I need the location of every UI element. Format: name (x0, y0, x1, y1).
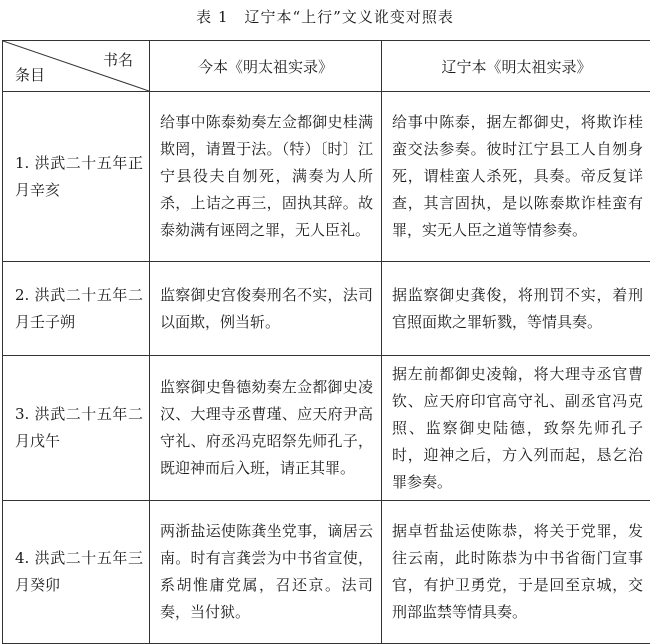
today-text-cell: 监察御史宫俊奏刑名不实，法司以面欺，例当斩。 (150, 262, 382, 356)
liaoning-text-cell: 给事中陈泰，据左都御史，将欺诈桂蛮交法参奏。彼时江宁县工人自刎身死，谓桂蛮人杀死，具奏。帝反复详查，其言固执，是以陈泰欺诈桂蛮有罪，实无人臣之道等情参奏。 (382, 92, 650, 262)
liaoning-text-cell: 据卓哲盐运使陈恭，将关于党罪，发往云南，此时陈恭为中书省衙门宣事官，有护卫勇党，于是回至京城，交刑部监禁等情具奏。 (382, 501, 650, 644)
liaoning-text-cell: 据左前都御史凌翰，将大理寺丞官曹钦、应天府印官高守礼、副丞官冯克照、监察御史陆德，致祭先师孔子时，迎神之后，方入列而起，恳乞治罪参奏。 (382, 356, 650, 501)
table-row (3, 262, 650, 356)
row-label: 1. 洪武二十五年正月辛亥 (3, 92, 150, 262)
diagonal-header-cell (3, 41, 150, 92)
liaoning-text-cell: 据监察御史龚俊，将刑罚不实，着刑官照面欺之罪斩戮，等情具奏。 (382, 262, 650, 356)
table-header-row (3, 41, 650, 92)
table-row (3, 92, 650, 262)
column-header-today: 今本《明太祖实录》 (150, 41, 382, 92)
table-caption: 表 1 辽宁本“上行”文义讹变对照表 (0, 6, 650, 27)
column-header-liaoning: 辽宁本《明太祖实录》 (382, 41, 650, 92)
table-row (3, 501, 650, 644)
row-label: 2. 洪武二十五年二月壬子朔 (3, 262, 150, 356)
comparison-table (2, 40, 650, 644)
today-text-cell: 给事中陈泰劾奏左佥都御史桂满欺罔，请置于法。（特）〔时〕江宁县役夫自刎死，满奏为人所杀，上诘之再三，固执其辞。故泰劾满有诬罔之罪，无人臣礼。 (150, 92, 382, 262)
header-book-title-label: 书名 (103, 49, 133, 70)
row-label: 3. 洪武二十五年二月戊午 (3, 356, 150, 501)
header-entry-label: 条目 (15, 64, 45, 85)
row-label: 4. 洪武二十五年三月癸卯 (3, 501, 150, 644)
today-text-cell: 监察御史鲁德劾奏左佥都御史凌汉、大理寺丞曹瑾、应天府尹高守礼、府丞冯克昭祭先师孔子，既迎神而后入班，请正其罪。 (150, 356, 382, 501)
today-text-cell: 两浙盐运使陈龚坐党事，谪居云南。时有言龚尝为中书省宣使，系胡惟庸党属，召还京。法司奏，当付狱。 (150, 501, 382, 644)
table-row (3, 356, 650, 501)
